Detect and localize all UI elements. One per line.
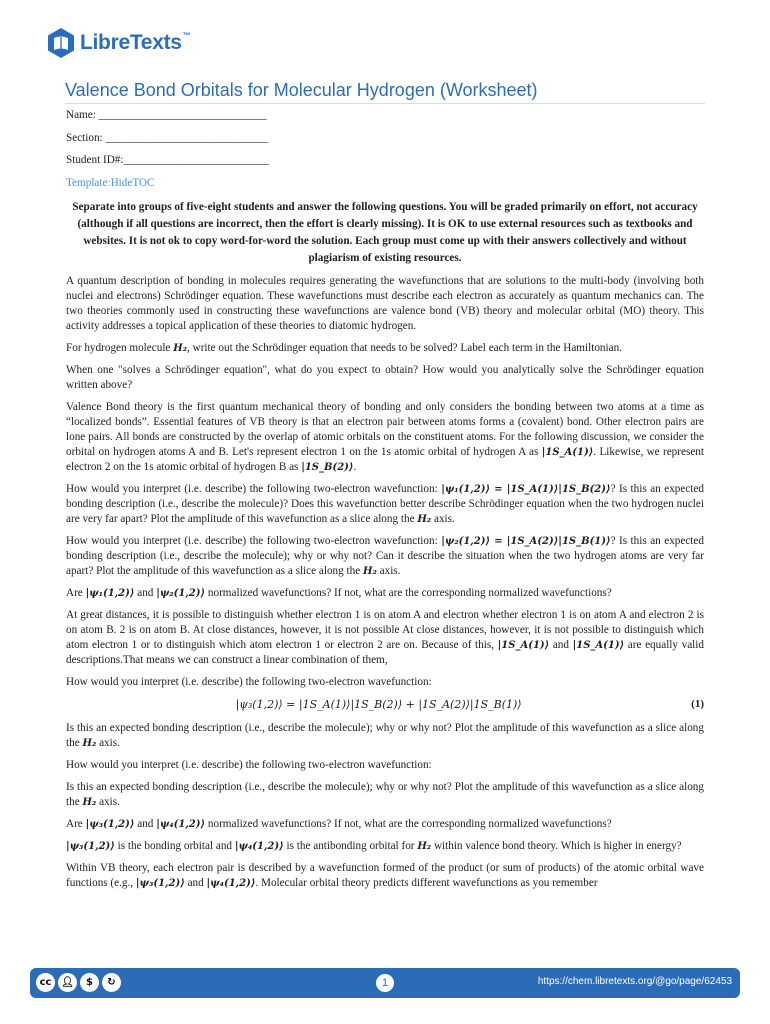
equation-body: |ψ₃(1,2)⟩ = |1S_A(1)⟩|1S_B(2)⟩ + |1S_A(2)⟩|1S_B(1)⟩ [235, 697, 522, 711]
question-normalized-1: Are |ψ₁(1,2)⟩ and |ψ₂(1,2)⟩ normalized wavefunctions? If not, what are the corresponding normalized wavefunctions? [66, 586, 612, 599]
question-energy: |ψ₃(1,2)⟩ is the bonding orbital and |ψ₄(1,2)⟩ is the antibonding orbital for H₂ within valence bond theory. Which is higher in energy? [66, 839, 682, 852]
math-h2: H₂ [417, 513, 432, 525]
vb-theory-paragraph: Valence Bond theory is the first quantum mechanical theory of bonding and only considers the bonding between two atoms at a time as “localized bonds”. Essential features of VB theory is that an electron pair between atoms forms a (covalent) bond. Other electron pairs are lone pairs. All bonds are constructed by the overlap of atomic orbitals on the constituent atoms. For the following discussion, we consider the orbital on hydrogen atoms A and B. Let's represent electron 1 on the 1s atomic orbital of hydrogen A as |1S_A(1)⟩. Likewise, we represent electron 2 on the 1s atomic orbital of hydrogen B as |1S_B(2)⟩. [66, 400, 704, 473]
page-footer [30, 968, 740, 998]
question-normalized-2: Are |ψ₃(1,2)⟩ and |ψ₄(1,2)⟩ normalized wavefunctions? If not, what are the corresponding normalized wavefunctions? [66, 817, 612, 830]
page-number: 1 [376, 974, 394, 992]
math-psi3: |ψ₃(1,2)⟩ [135, 877, 185, 889]
vb-mo-paragraph: Within VB theory, each electron pair is described by a wavefunction formed of the product (or sum of products) of the atomic orbital wave functions (e.g., |ψ₃(1,2)⟩ and |ψ₄(1,2)⟩. Molecular orbital theory predicts different wavefunctions as you remember [66, 861, 704, 889]
math-h2: H₂ [82, 737, 97, 749]
question-schrodinger: For hydrogen molecule H₂, write out the Schrödinger equation that needs to be solved? Label each term in the Hamiltonian. [66, 341, 622, 354]
page-url[interactable]: https://chem.libretexts.org/@go/page/62453 [537, 976, 732, 987]
page-title: Valence Bond Orbitals for Molecular Hydrogen (Worksheet) [65, 80, 538, 100]
intro-paragraph: A quantum description of bonding in molecules requires generating the wavefunctions that are solutions to the multi-body (involving both nuclei and electrons) Schrödinger equation. These wavefunctions must describe each electron as accurately as quantum mechanics can. The two theories commonly used in constructing these wavefunctions are valence bond (VB) theory and molecular orbital (MO) theory. This activity addresses a topical application of these theories to diatomic hydrogen. [66, 274, 704, 332]
math-psi4: |ψ₄(1,2)⟩ [206, 877, 256, 889]
question-solve: When one "solves a Schrödinger equation", what do you expect to obtain? How would you analytically solve the Schrödinger equation written above? [66, 363, 704, 391]
sharealike-icon: ↻ [102, 973, 121, 992]
question-psi1: How would you interpret (i.e. describe) the following two-electron wavefunction: |ψ₁(1,2)⟩ = |1S_A(1)⟩|1S_B(2)⟩? Is this an expected bonding description (i.e., describe the molecule)? Does this wavefunction better describe Schrödinger equation when the two hydrogen nuclei are very far apart? Plot the amplitude of this wavefunction as a slice along the H₂ axis. [66, 482, 704, 525]
question-interpret-psi4: How would you interpret (i.e. describe) the following two-electron wavefunction: [66, 758, 432, 771]
worksheet-body [66, 108, 704, 898]
math-psi1: |ψ₁(1,2)⟩ = |1S_A(1)⟩|1S_B(2)⟩ [441, 483, 611, 495]
template-link[interactable]: Template:HideTOC [66, 176, 155, 189]
math-psi3: |ψ₃(1,2)⟩ [66, 840, 115, 852]
math-psi2: |ψ₂(1,2)⟩ [156, 587, 206, 599]
libretexts-logo-icon [44, 26, 78, 60]
equation-1 [66, 697, 704, 712]
distance-paragraph: At great distances, it is possible to distinguish whether electron 1 is on atom A and electron whether electron 1 is on atom A and electron 2 is on atom B. 2 is on atom B. At close distances, however, it is not possible At close distances, however, it is not possible to distinguish which atom electron 1 or to distinguish which atom electron 1 or electron 2 are on. Because of this, |1S_A(1)⟩ and |1S_A(1)⟩ are equally valid descriptions.That means we can construct a linear combination of them, [66, 608, 704, 666]
name-field: Name: ______________________________ [66, 109, 267, 121]
equation-number: (1) [691, 697, 704, 710]
math-1sa1: |1S_A(1)⟩ [497, 639, 550, 651]
question-psi2: How would you interpret (i.e. describe) the following two-electron wavefunction: |ψ₂(1,2)⟩ = |1S_A(2)⟩|1S_B(1)⟩? Is this an expected bonding description (i.e., describe the molecule); why or why not? Can it describe the situation when the two hydrogen atoms are very far apart? Plot the amplitude of this wavefunction as a slice along the H₂ axis. [66, 534, 704, 577]
math-psi3: |ψ₃(1,2)⟩ [85, 818, 135, 830]
attribution-icon: 👤︎ [58, 973, 77, 992]
cc-license-badge[interactable] [36, 973, 121, 992]
math-1sa1: |1S_A(1)⟩ [541, 446, 594, 458]
math-psi4: |ψ₄(1,2)⟩ [234, 840, 284, 852]
question-interpret-psi3: How would you interpret (i.e. describe) the following two-electron wavefunction: [66, 675, 432, 688]
math-1sa1: |1S_A(1)⟩ [572, 639, 625, 651]
math-h2: H₂ [173, 342, 188, 354]
math-psi4: |ψ₄(1,2)⟩ [156, 818, 206, 830]
question-psi4-bonding: Is this an expected bonding description (i.e., describe the molecule); why or why not? Plot the amplitude of this wavefunction as a slice along the H₂ axis. [66, 780, 704, 808]
math-h2: H₂ [363, 565, 377, 577]
math-h2: H₂ [417, 840, 432, 852]
noncommercial-icon: $ [80, 973, 99, 992]
cc-icon: cc [36, 973, 55, 992]
question-psi3-bonding: Is this an expected bonding description (i.e., describe the molecule); why or why not? Plot the amplitude of this wavefunction as a slice along the H₂ axis. [66, 721, 704, 749]
math-h2: H₂ [82, 796, 97, 808]
libretexts-logo[interactable] [44, 26, 190, 60]
instructions: Separate into groups of five-eight students and answer the following questions. You will be graded primarily on effort, not accuracy (although if all questions are incorrect, then the effort is clearly missing). It is OK to use external resources such as textbooks and websites. It is not ok to copy word-for-word the solution. Each group must come up with their answers collectively and without plagiarism of existing resources. [72, 200, 698, 264]
math-psi1: |ψ₁(1,2)⟩ [85, 587, 135, 599]
title-divider [65, 103, 705, 104]
math-psi2: |ψ₂(1,2)⟩ = |1S_A(2)⟩|1S_B(1)⟩ [441, 535, 611, 547]
student-id-field: Student ID#:__________________________ [66, 154, 269, 166]
section-field: Section: _____________________________ [66, 131, 268, 144]
math-1sb2: |1S_B(2)⟩ [301, 461, 354, 473]
brand-name: LibreTexts™ [80, 31, 191, 54]
